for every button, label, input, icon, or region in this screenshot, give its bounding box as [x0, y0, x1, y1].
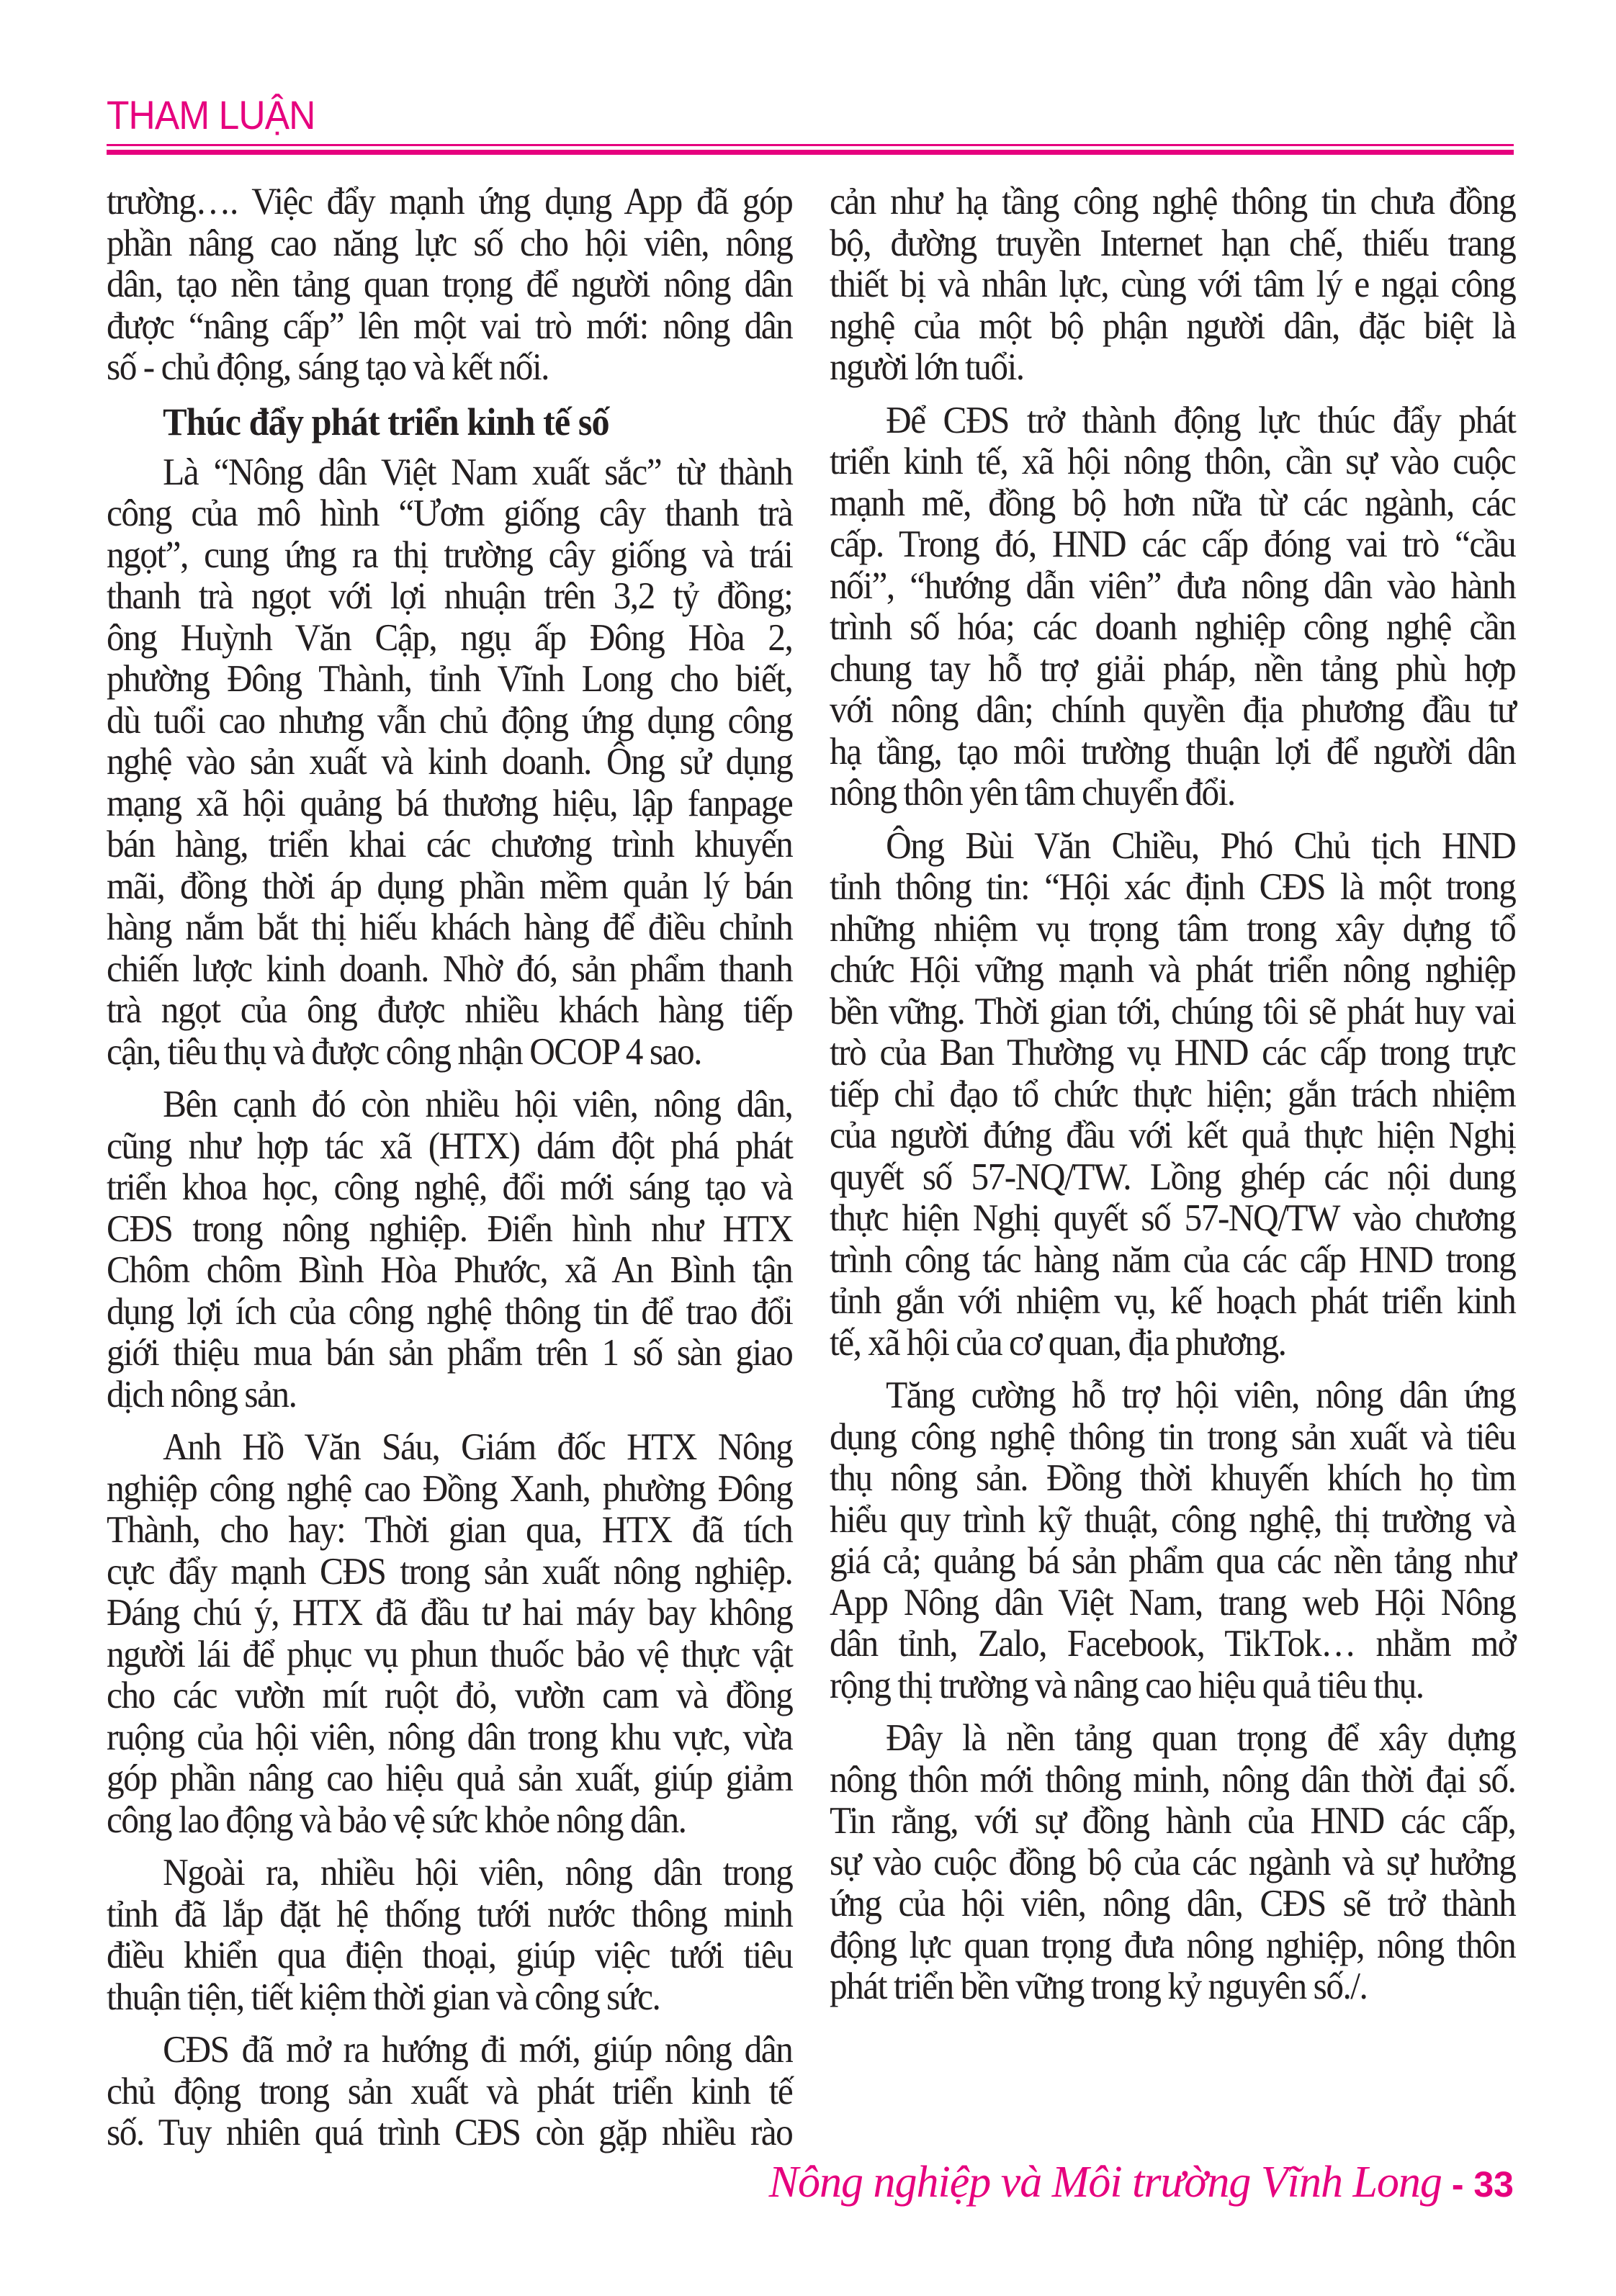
- text-line: ngọt”, cung ứng ra thị trường cây giống và trái: [107, 534, 793, 576]
- text-line: tế, xã hội của cơ quan, địa phương.: [830, 1321, 1286, 1364]
- text-line: hàng nắm bắt thị hiếu khách hàng để điều chỉnh: [107, 906, 793, 948]
- text-line: chiến lược kinh doanh. Nhờ đó, sản phẩm thanh: [107, 947, 793, 990]
- right-column: [830, 181, 1515, 2020]
- header-rule-thin: [107, 144, 1514, 146]
- text-line: hiểu quy trình kỹ thuật, công nghệ, thị trường và: [830, 1498, 1516, 1541]
- text-line: quyết số 57-NQ/TW. Lồng ghép các nội dung: [830, 1156, 1516, 1198]
- text-line: cực đẩy mạnh CĐS trong sản xuất nông nghiệp.: [107, 1550, 793, 1593]
- paragraph: [107, 452, 792, 1073]
- page-footer: [742, 2157, 1514, 2208]
- text-line: người lớn tuổi.: [830, 346, 1024, 388]
- paragraph: [830, 181, 1515, 389]
- text-line: sự vào cuộc đồng bộ của các ngành và sự hưởng: [830, 1841, 1516, 1883]
- paragraph: [830, 1375, 1515, 1706]
- text-line: chức Hội vững mạnh và phát triển nông nghiệp: [830, 949, 1516, 991]
- text-line: tỉnh thông tin: “Hội xác định CĐS là một trong: [830, 866, 1516, 908]
- text-line: Ngoài ra, nhiều hội viên, nông dân trong: [163, 1852, 793, 1894]
- text-line: thụ nông sản. Đồng thời khuyến khích họ tìm: [830, 1457, 1516, 1499]
- text-line: Tin rằng, với sự đồng hành của HND các cấp,: [830, 1800, 1516, 1842]
- text-line: trình công tác hàng năm của các cấp HND trong: [830, 1238, 1516, 1281]
- text-line: của người đứng đầu với kết quả thực hiện Nghị: [830, 1115, 1516, 1156]
- text-line: những nhiệm vụ trọng tâm trong xây dựng tổ: [830, 907, 1516, 950]
- text-line: thanh trà ngọt với lợi nhuận trên 3,2 tỷ đồng;: [107, 575, 793, 617]
- text-line: bộ, đường truyền Internet hạn chế, thiếu trang: [830, 222, 1516, 264]
- paragraph: [107, 1427, 792, 1841]
- text-line: trò của Ban Thường vụ HND các cấp trong trực: [830, 1032, 1516, 1073]
- text-line: Đây là nền tảng quan trọng để xây dựng: [886, 1717, 1516, 1759]
- text-line: thuận tiện, tiết kiệm thời gian và công sức.: [107, 1976, 660, 2018]
- page-number: 33: [1473, 2164, 1514, 2205]
- text-line: Thành, cho hay: Thời gian qua, HTX đã tích: [107, 1509, 793, 1551]
- text-line: Tăng cường hỗ trợ hội viên, nông dân ứng: [886, 1374, 1516, 1416]
- publication-name: Nông nghiệp và Môi trường Vĩnh Long: [768, 2158, 1442, 2207]
- text-line: phần nâng cao năng lực số cho hội viên, nông: [107, 222, 793, 264]
- text-line: Là “Nông dân Việt Nam xuất sắc” từ thành: [163, 451, 793, 493]
- text-line: cũng như hợp tác xã (HTX) dám đột phá phát: [107, 1125, 793, 1167]
- text-line: mãi, đồng thời áp dụng phần mềm quản lý bán: [107, 865, 793, 907]
- section-title: THAM LUẬN: [107, 92, 315, 138]
- text-line: Bên cạnh đó còn nhiều hội viên, nông dân,: [163, 1084, 793, 1125]
- text-line: tỉnh gắn với nhiệm vụ, kế hoạch phát triển kinh: [830, 1280, 1516, 1322]
- text-line: người lái để phục vụ phun thuốc bảo vệ thực vật: [107, 1633, 793, 1675]
- text-line: nối”, “hướng dẫn viên” đưa nông dân vào hành: [830, 564, 1516, 607]
- paragraph: [107, 1852, 792, 2018]
- text-line: nghệ của một bộ phận người dân, đặc biệt là: [830, 305, 1516, 347]
- text-line: App Nông dân Việt Nam, trang web Hội Nông: [830, 1581, 1516, 1624]
- text-line: CĐS đã mở ra hướng đi mới, giúp nông dân: [163, 2029, 793, 2071]
- text-line: dù tuổi cao nhưng vẫn chủ động ứng dụng công: [107, 699, 793, 742]
- text-line: phường Đông Thành, tỉnh Vĩnh Long cho biết,: [107, 658, 793, 700]
- text-line: dân, tạo nền tảng quan trọng để người nông dân: [107, 264, 793, 305]
- text-line: dụng công nghệ thông tin trong sản xuất và tiêu: [830, 1415, 1516, 1458]
- text-line: công lao động và bảo vệ sức khỏe nông dân.: [107, 1798, 686, 1841]
- text-line: chung tay hỗ trợ giải pháp, nền tảng phù hợp: [830, 647, 1516, 690]
- paragraph: [107, 2030, 792, 2154]
- text-line: ông Huỳnh Văn Cập, ngụ ấp Đông Hòa 2,: [107, 616, 793, 659]
- text-line: cản như hạ tầng công nghệ thông tin chưa đồng: [830, 181, 1516, 222]
- text-line: Ông Bùi Văn Chiều, Phó Chủ tịch HND: [886, 824, 1516, 867]
- header-rule-thick: [107, 150, 1514, 155]
- text-line: nông thôn mới thông minh, nông dân thời đại số.: [830, 1758, 1516, 1801]
- text-line: số - chủ động, sáng tạo và kết nối.: [107, 346, 549, 388]
- paragraph: [830, 400, 1515, 814]
- text-line: dụng lợi ích của công nghệ thông tin để trao đổi: [107, 1290, 793, 1333]
- text-line: CĐS trong nông nghiệp. Điển hình như HTX: [107, 1207, 793, 1250]
- text-line: góp phần nâng cao hiệu quả sản xuất, giúp giảm: [107, 1757, 793, 1799]
- text-line: được “nâng cấp” lên một vai trò mới: nông dân: [107, 305, 793, 347]
- text-line: Chôm chôm Bình Hòa Phước, xã An Bình tận: [107, 1249, 793, 1291]
- text-line: cận, tiêu thụ và được công nhận OCOP 4 sao.: [107, 1030, 701, 1073]
- text-line: số. Tuy nhiên quá trình CĐS còn gặp nhiều rào: [107, 2112, 793, 2153]
- text-line: cho các vườn mít ruột đỏ, vườn cam và đồng: [107, 1675, 793, 1716]
- text-line: phát triển bền vững trong kỷ nguyên số./.: [830, 1966, 1368, 2007]
- paragraph: [830, 1718, 1515, 2008]
- text-line: mạnh mẽ, đồng bộ hơn nữa từ các ngành, các: [830, 482, 1516, 524]
- paragraph: [107, 1084, 792, 1415]
- text-line: triển khoa học, công nghệ, đổi mới sáng tạo và: [107, 1166, 793, 1208]
- text-line: dịch nông sản.: [107, 1373, 297, 1415]
- text-line: bán hàng, triển khai các chương trình khuyến: [107, 824, 793, 865]
- text-line: nghiệp công nghệ cao Đồng Xanh, phường Đông: [107, 1467, 793, 1510]
- text-line: Để CĐS trở thành động lực thúc đẩy phát: [886, 399, 1516, 441]
- text-line: với nông dân; chính quyền địa phương đầu tư: [830, 689, 1516, 731]
- text-line: Đáng chú ý, HTX đã đầu tư hai máy bay không: [107, 1592, 793, 1634]
- paragraph: [107, 181, 792, 389]
- text-line: hạ tầng, tạo môi trường thuận lợi để người dân: [830, 730, 1516, 773]
- text-line: rộng thị trường và nâng cao hiệu quả tiêu thụ.: [830, 1664, 1424, 1706]
- text-line: giới thiệu mua bán sản phẩm trên 1 số sàn giao: [107, 1332, 793, 1374]
- text-line: mạng xã hội quảng bá thương hiệu, lập fanpage: [107, 782, 793, 824]
- text-line: bền vững. Thời gian tới, chúng tôi sẽ phát huy vai: [830, 990, 1516, 1032]
- text-line: động lực quan trọng đưa nông nghiệp, nông thôn: [830, 1924, 1516, 1966]
- text-line: thiết bị và nhân lực, cùng với tâm lý e ngại công: [830, 264, 1516, 305]
- text-line: điều khiển qua điện thoại, giúp việc tưới tiêu: [107, 1935, 793, 1976]
- text-line: giá cả; quảng bá sản phẩm qua các nền tảng như: [830, 1540, 1516, 1582]
- text-line: nông thôn yên tâm chuyển đổi.: [830, 772, 1235, 814]
- text-line: công của mô hình “Ươm giống cây thanh trà: [107, 492, 793, 534]
- subheading: Thúc đẩy phát triển kinh tế số: [163, 400, 609, 444]
- left-column: [107, 181, 792, 2166]
- text-line: trường…. Việc đẩy mạnh ứng dụng App đã góp: [107, 181, 793, 222]
- text-line: tỉnh đã lắp đặt hệ thống tưới nước thông minh: [107, 1893, 793, 1935]
- text-line: ứng của hội viên, nông dân, CĐS sẽ trở thành: [830, 1883, 1516, 1924]
- text-line: chủ động trong sản xuất và phát triển kinh tế: [107, 2070, 793, 2112]
- footer-separator: -: [1441, 2164, 1474, 2205]
- text-line: Anh Hồ Văn Sáu, Giám đốc HTX Nông: [163, 1426, 793, 1468]
- text-line: trình số hóa; các doanh nghiệp công nghệ cần: [830, 606, 1516, 648]
- text-line: triển kinh tế, xã hội nông thôn, cần sự vào cuộc: [830, 441, 1516, 482]
- text-line: nghệ vào sản xuất và kinh doanh. Ông sử dụng: [107, 741, 793, 783]
- text-line: ruộng của hội viên, nông dân trong khu vực, vừa: [107, 1716, 793, 1758]
- text-line: tiếp chỉ đạo tổ chức thực hiện; gắn trách nhiệm: [830, 1073, 1516, 1115]
- text-line: thực hiện Nghị quyết số 57-NQ/TW vào chương: [830, 1197, 1516, 1239]
- text-line: dân tỉnh, Zalo, Facebook, TikTok… nhằm mở: [830, 1623, 1516, 1665]
- text-line: cấp. Trong đó, HND các cấp đóng vai trò “cầu: [830, 523, 1516, 565]
- text-line: trà ngọt của ông được nhiều khách hàng tiếp: [107, 989, 793, 1031]
- paragraph: [830, 826, 1515, 1364]
